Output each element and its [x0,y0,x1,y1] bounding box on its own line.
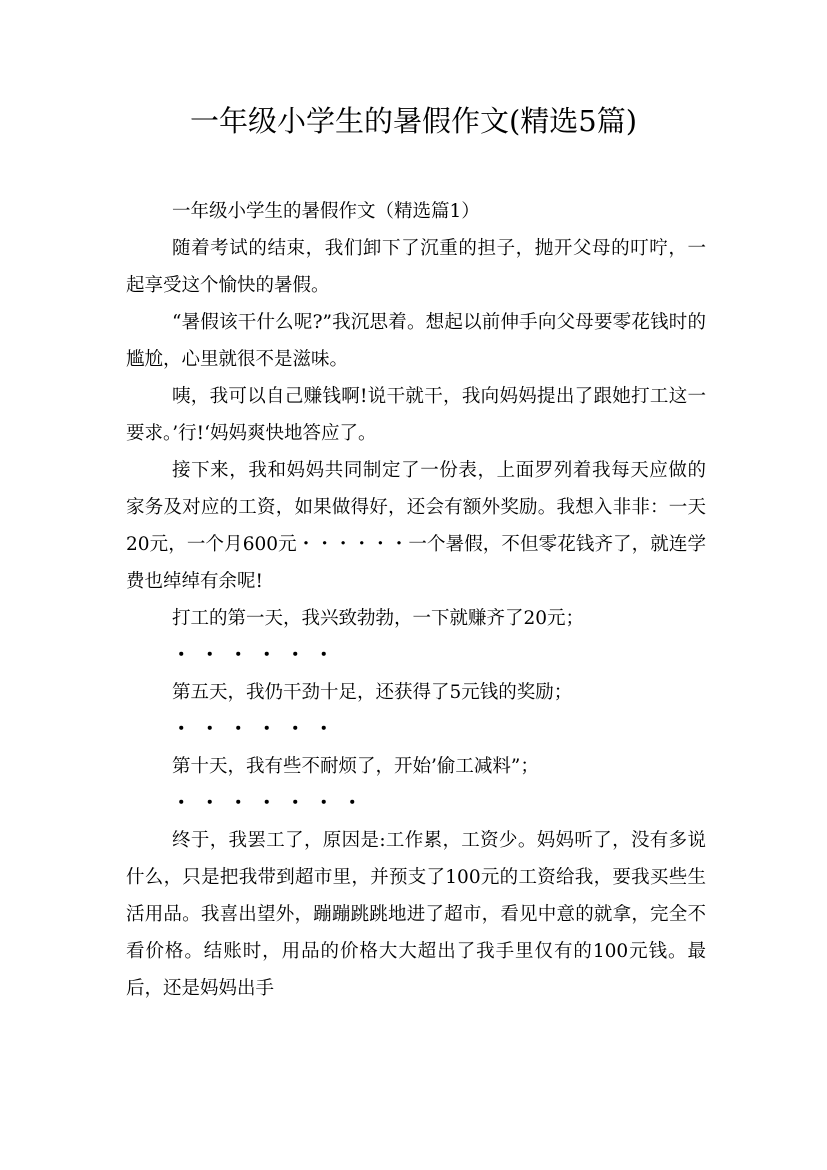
section-heading: 一年级小学生的暑假作文（精选篇1） [172,201,480,222]
paragraph: 接下来，我和妈妈共同制定了一份表，上面罗列着我每天应做的家务及对应的工资，如果做得好，还会有额外奖励。我想入非非：一天20元，一个月600元・・・・・・一个暑假，不但零花钱齐了，就连学费也绰绰有余呢! [126,460,706,592]
paragraph: “暑假该干什么呢?”我沉思着。想起以前伸手向父母要零花钱时的尴尬，心里就很不是滋味。 [126,312,706,370]
ellipsis-dots: ・・・・・・ [172,645,344,666]
document-body [126,193,706,1007]
ellipsis-dots: ・・・・・・・ [172,793,372,814]
ellipsis-dots: ・・・・・・ [172,719,344,740]
paragraph: 终于，我罢工了，原因是:工作累，工资少。妈妈听了，没有多说什么，只是把我带到超市里，并预支了100元的工资给我，要我买些生活用品。我喜出望外，蹦蹦跳跳地进了超市，看见中意的就拿，完全不看价格。结账时，用品的价格大大超出了我手里仅有的100元钱。最后，还是妈妈出手 [126,830,706,999]
paragraph: 第五天，我仍干劲十足，还获得了5元钱的奖励； [172,682,573,703]
paragraph: 打工的第一天，我兴致勃勃，一下就赚齐了20元； [172,608,585,629]
paragraph: 咦，我可以自己赚钱啊!说干就干，我向妈妈提出了跟她打工这一要求。’行!‘妈妈爽快地答应了。 [126,386,706,444]
paragraph: 第十天，我有些不耐烦了，开始’偷工减料”； [172,756,539,777]
document-title: 一年级小学生的暑假作文(精选5篇) [189,104,638,138]
paragraph: 随着考试的结束，我们卸下了沉重的担子，抛开父母的叮咛，一起享受这个愉快的暑假。 [126,238,706,296]
